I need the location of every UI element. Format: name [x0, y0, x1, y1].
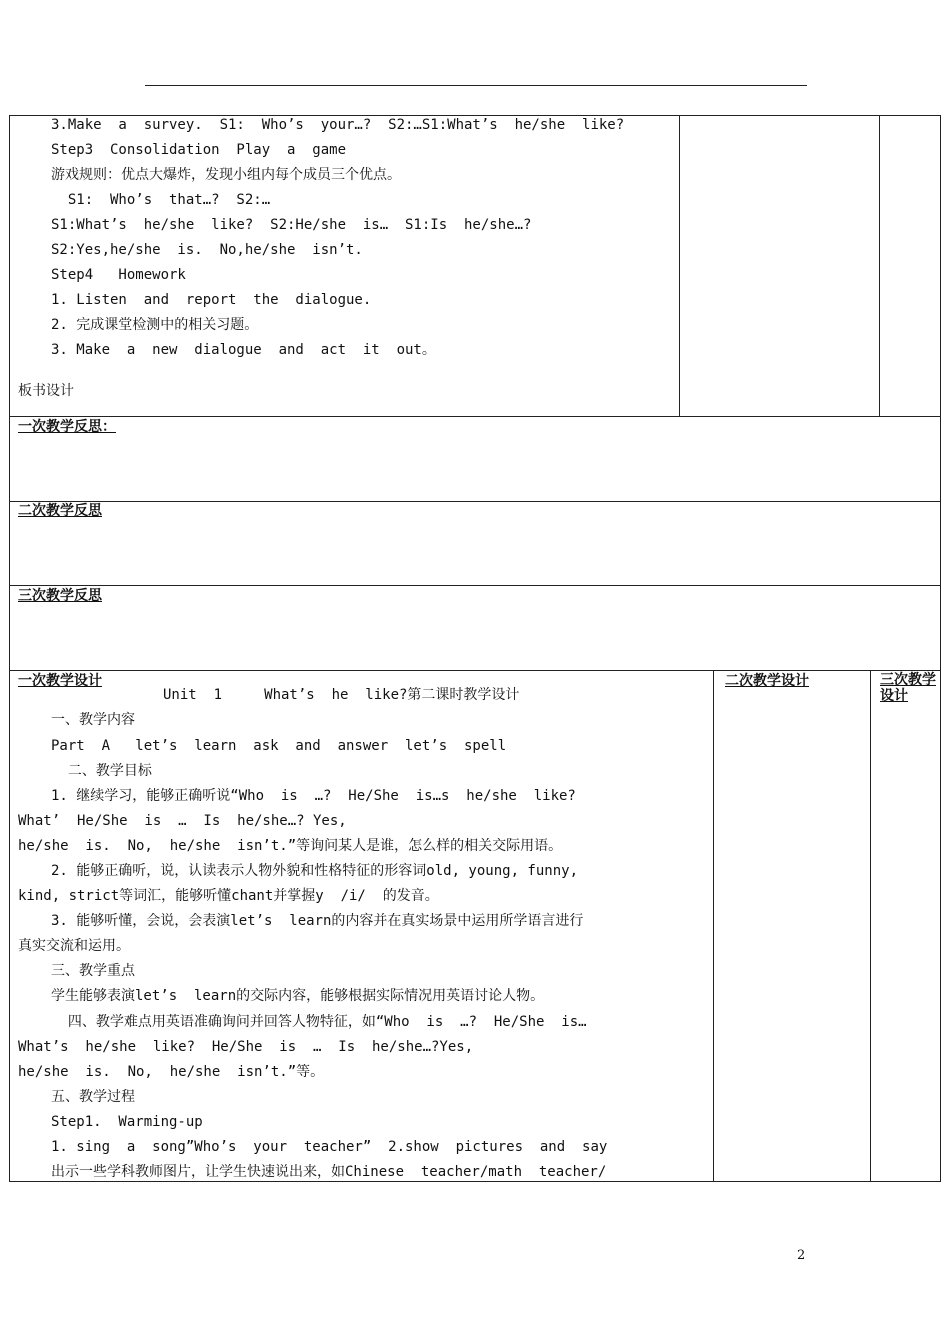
design-2-heading: 二次教学设计 [725, 673, 809, 689]
text-line: he/she is. No, he/she isn’t.”等。 [18, 1064, 325, 1080]
text-line: 3.Make a survey. S1: Who’s your…? S2:…S1:What’s he/she like? [51, 117, 625, 133]
table-border-left [9, 115, 10, 1182]
column-divider [679, 115, 680, 416]
text-line: 2. 完成课堂检测中的相关习题。 [51, 317, 259, 333]
text-line: 1. 继续学习，能够正确听说“Who is …? He/She is…s he/she like? [51, 788, 576, 804]
row-divider [9, 670, 941, 671]
lesson-title: Unit 1 What’s he like?第二课时教学设计 [163, 687, 520, 703]
text-line: 四、教学难点用英语准确询问并回答人物特征，如“Who is …? He/She is… [51, 1014, 587, 1030]
text-line: 1. sing a song”Who’s your teacher” 2.show pictures and say [51, 1139, 608, 1155]
text-line: kind, strict等词汇，能够听懂chant并掌握y /i/ 的发音。 [18, 888, 439, 904]
text-line: 2. 能够正确听，说，认读表示人物外貌和性格特征的形容词old, young, funny, [51, 863, 579, 879]
text-line: Part A let’s learn ask and answer let’s spell [51, 738, 507, 754]
text-line: What’ He/She is … Is he/she…? Yes, [18, 813, 347, 829]
reflection-2-heading: 二次教学反思 [18, 503, 102, 519]
board-design-label: 板书设计 [18, 383, 74, 399]
text-line: S1:What’s he/she like? S2:He/she is… S1:Is he/she…? [51, 217, 532, 233]
text-line: Step1. Warming-up [51, 1114, 203, 1130]
text-line: 三、教学重点 [51, 963, 135, 979]
table-border-right [940, 115, 941, 1182]
text-line: 出示一些学科教师图片，让学生快速说出来，如Chinese teacher/math teacher/ [51, 1164, 607, 1180]
reflection-3-heading: 三次教学反思 [18, 588, 102, 604]
header-rule [145, 85, 807, 86]
column-divider [879, 115, 880, 416]
text-line: 3. 能够听懂，会说，会表演let’s learn的内容并在真实场景中运用所学语言进行 [51, 913, 584, 929]
row-divider [9, 501, 941, 502]
design-1-heading: 一次教学设计 [18, 673, 102, 689]
text-line: 学生能够表演let’s learn的交际内容，能够根据实际情况用英语讨论人物。 [51, 988, 545, 1004]
text-line: S1: Who’s that…? S2:… [51, 192, 271, 208]
row-divider [9, 416, 941, 417]
text-line: Step4 Homework [51, 267, 186, 283]
text-line: 一、教学内容 [51, 712, 135, 728]
text-line: 五、教学过程 [51, 1089, 135, 1105]
text-line: Step3 Consolidation Play a game [51, 142, 347, 158]
text-line: 游戏规则：优点大爆炸，发现小组内每个成员三个优点。 [51, 167, 401, 183]
text-line: S2:Yes,he/she is. No,he/she isn’t. [51, 242, 363, 258]
text-line: 真实交流和运用。 [18, 938, 130, 954]
text-line: 二、教学目标 [51, 763, 152, 779]
text-line: he/she is. No, he/she isn’t.”等询问某人是谁，怎么样的相关交际用语。 [18, 838, 563, 854]
reflection-1-heading: 一次教学反思： [18, 419, 116, 435]
text-line: What’s he/she like? He/She is … Is he/she…?Yes, [18, 1039, 474, 1055]
row-divider [9, 585, 941, 586]
design-3-heading: 三次教学设计 [880, 672, 936, 704]
column-divider [870, 670, 871, 1181]
column-divider [713, 670, 714, 1181]
page-number: 2 [797, 1248, 806, 1263]
text-line: 3. Make a new dialogue and act it out。 [51, 342, 436, 358]
lesson-plan-table [9, 115, 941, 1182]
text-line: 1. Listen and report the dialogue. [51, 292, 372, 308]
